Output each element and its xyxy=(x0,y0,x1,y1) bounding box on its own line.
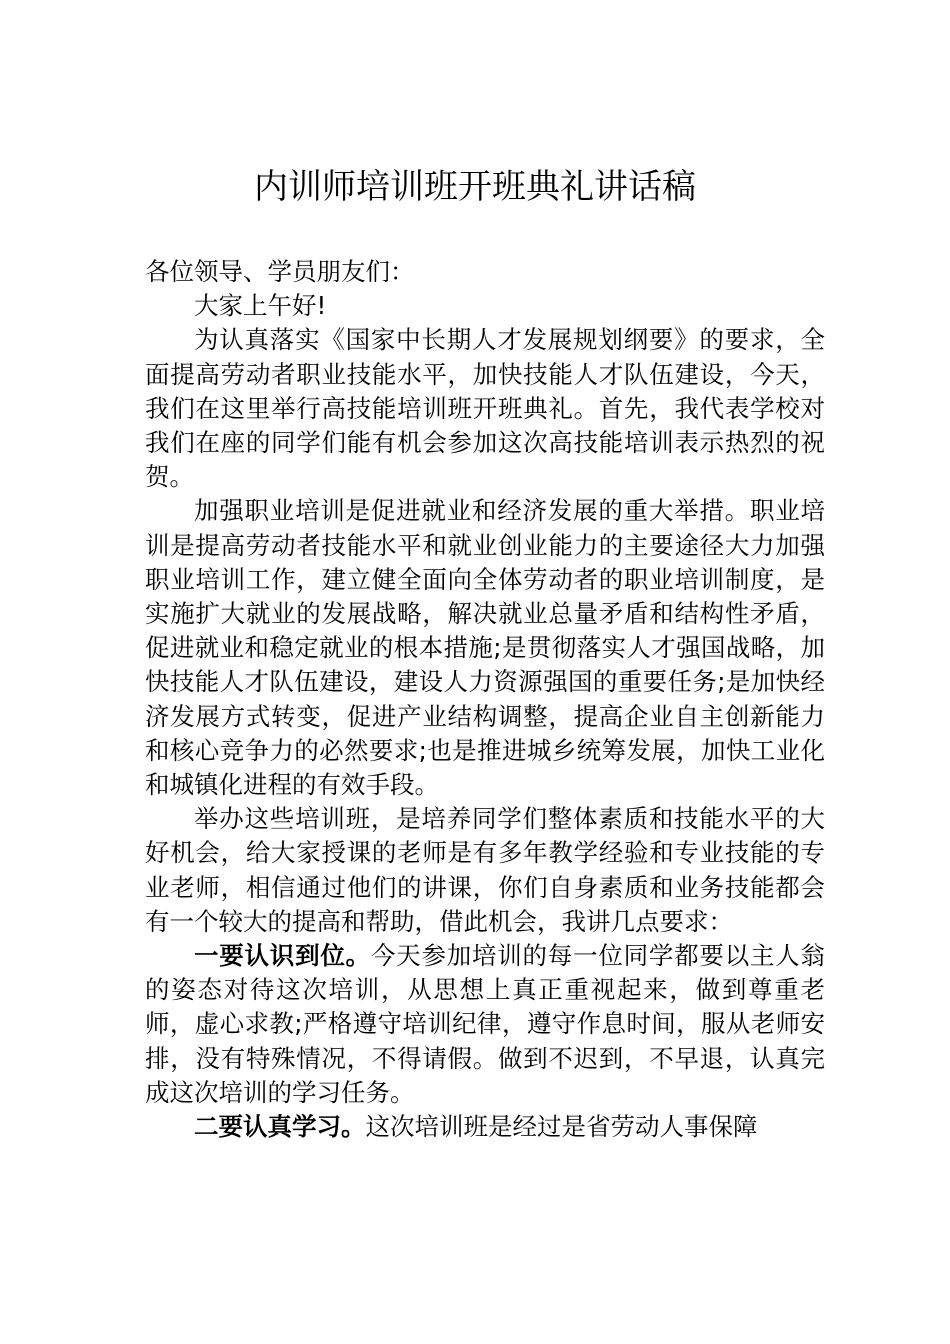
greeting: 大家上午好! xyxy=(194,291,327,321)
requirement-2-heading: 二要认真学习。 xyxy=(194,1112,366,1142)
document-title: 内训师培训班开班典礼讲话稿 xyxy=(254,167,696,207)
salutation: 各位领导、学员朋友们： xyxy=(145,257,415,286)
requirement-2 xyxy=(145,1110,825,1144)
paragraph-importance: 加强职业培训是促进就业和经济发展的重大举措。职业培训是提高劳动者技能水平和就业创业能力的主要途径大力加强职业培训工作，建立健全面向全体劳动者的职业培训制度，是实施扩大就业的发展战略，解决就业总量矛盾和结构性矛盾，促进就业和稳定就业的根本措施;是贯彻落实人才强国战略，加快技能人才队伍建设，建设人力资源强国的重要任务;是加快经济发展方式转变，促进产业结构调整，提高企业自主创新能力和核心竞争力的必然要求;也是推进城乡统筹发展，加快工业化和城镇化进程的有效手段。 xyxy=(145,496,825,800)
paragraph-intro: 为认真落实《国家中长期人才发展规划纲要》的要求，全面提高劳动者职业技能水平，加快技能人才队伍建设，今天，我们在这里举行高技能培训班开班典礼。首先，我代表学校对我们在座的同学们能有机会参加这次高技能培训表示热烈的祝贺。 xyxy=(145,325,825,492)
document-body xyxy=(145,255,825,1144)
requirement-1 xyxy=(145,939,825,1110)
paragraph-opportunity: 举办这些培训班，是培养同学们整体素质和技能水平的大好机会，给大家授课的老师是有多年教学经验和专业技能的专业老师，相信通过他们的讲课，你们自身素质和业务技能都会有一个较大的提高和帮助，借此机会，我讲几点要求： xyxy=(145,804,825,936)
requirement-1-text: 今天参加培训的每一位同学都要以主人翁的姿态对待这次培训，从思想上真正重视起来，做到尊重老师，虚心求教;严格遵守培训纪律，遵守作息时间，服从老师安排，没有特殊情况，不得请假。做到不迟到，不早退，认真完成这次培训的学习任务。 xyxy=(145,941,826,1107)
requirement-1-heading: 一要认识到位。 xyxy=(194,941,371,971)
requirement-2-text: 这次培训班是经过是省劳动人事保障 xyxy=(365,1112,758,1142)
